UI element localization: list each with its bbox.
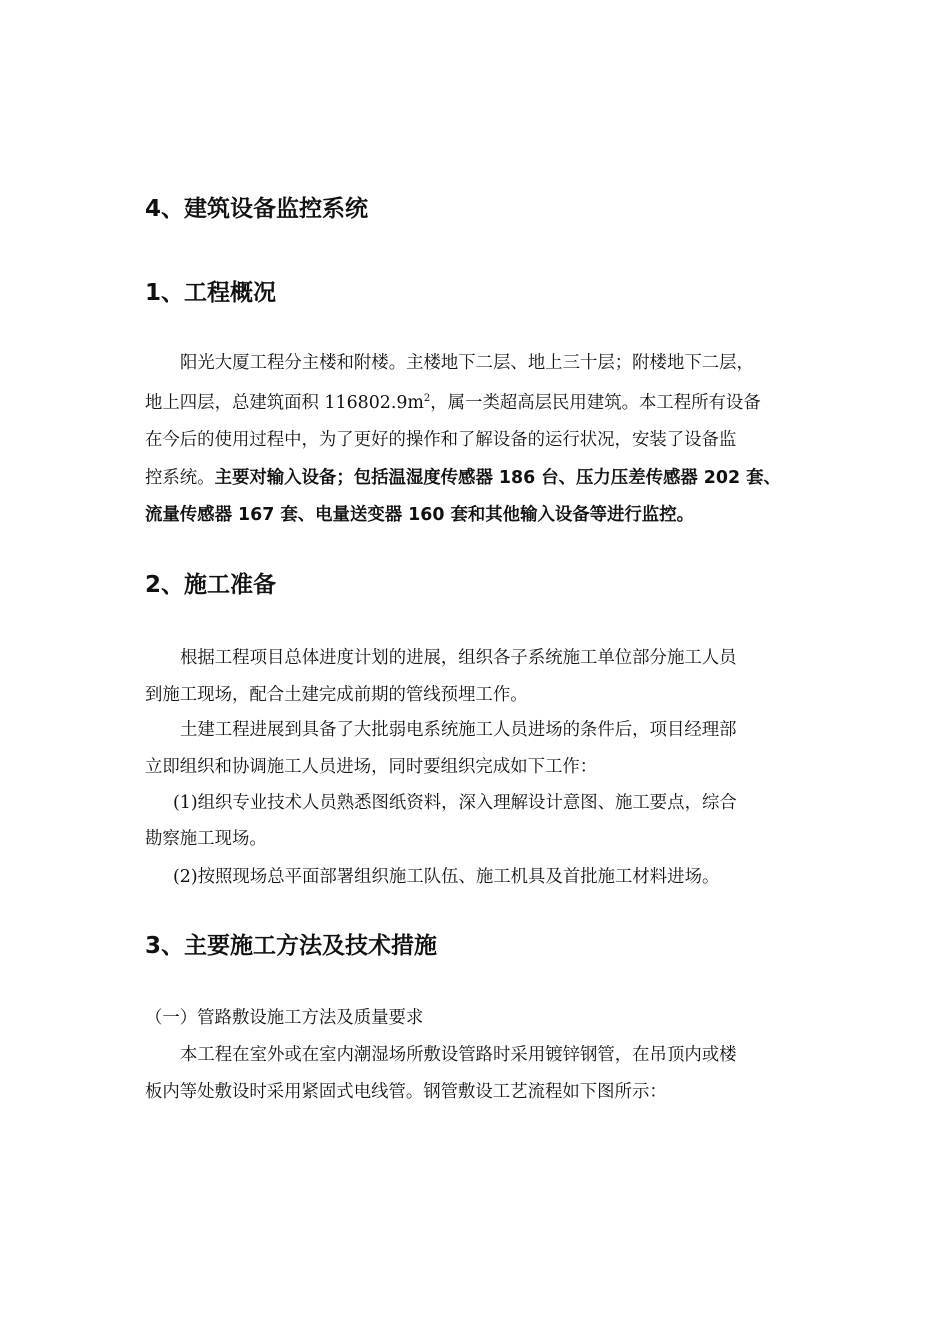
section-2-title: 2、施工准备 [145,572,277,598]
area-text: 地上四层，总建筑面积 116802.9m [145,393,424,413]
area-text-cont: ，属一类超高层民用建筑。本工程所有设备 [430,393,761,413]
section-3-title: 3、主要施工方法及技术措施 [145,933,438,959]
bold-text: 主要对输入设备；包括温湿度传感器 186 台、压力压差传感器 202 套、 [214,468,781,488]
paragraph-line: 在今后的使用过程中，为了更好的操作和了解设备的运行状况，安装了设备监 [145,430,737,450]
paragraph-line [145,466,781,490]
subsection-title: （一）管路敷设施工方法及质量要求 [145,1008,424,1028]
paragraph-line: 板内等处敷设时采用紧固式电线管。钢管敷设工艺流程如下图所示： [145,1082,667,1102]
paragraph-line [145,391,761,415]
section-1-title: 1、工程概况 [145,280,277,306]
paragraph-line-bold: 流量传感器 167 套、电量送变器 160 套和其他输入设备等进行监控。 [145,505,694,525]
list-item-cont: 勘察施工现场。 [145,829,267,849]
area-unit-superscript: 2 [423,393,431,405]
paragraph-line: 阳光大厦工程分主楼和附楼。主楼地下二层、地上三十层；附楼地下二层， [180,353,754,373]
paragraph-line: 到施工现场，配合土建完成前期的管线预埋工作。 [145,685,528,705]
list-item: (1)组织专业技术人员熟悉图纸资料，深入理解设计意图、施工要点，综合 [173,793,737,813]
main-heading: 4、建筑设备监控系统 [145,196,369,222]
paragraph-line: 立即组织和协调施工人员进场，同时要组织完成如下工作： [145,757,598,777]
paragraph-line: 土建工程进展到具备了大批弱电系统施工人员进场的条件后，项目经理部 [180,720,737,740]
paragraph-line: 本工程在室外或在室内潮湿场所敷设管路时采用镀锌钢管，在吊顶内或楼 [180,1045,737,1065]
paragraph-line: 根据工程项目总体进度计划的进展，组织各子系统施工单位部分施工人员 [180,648,737,668]
list-item: (2)按照现场总平面部署组织施工队伍、施工机具及首批施工材料进场。 [173,867,720,887]
plain-text: 控系统。 [145,468,215,488]
page-content [145,0,825,1344]
